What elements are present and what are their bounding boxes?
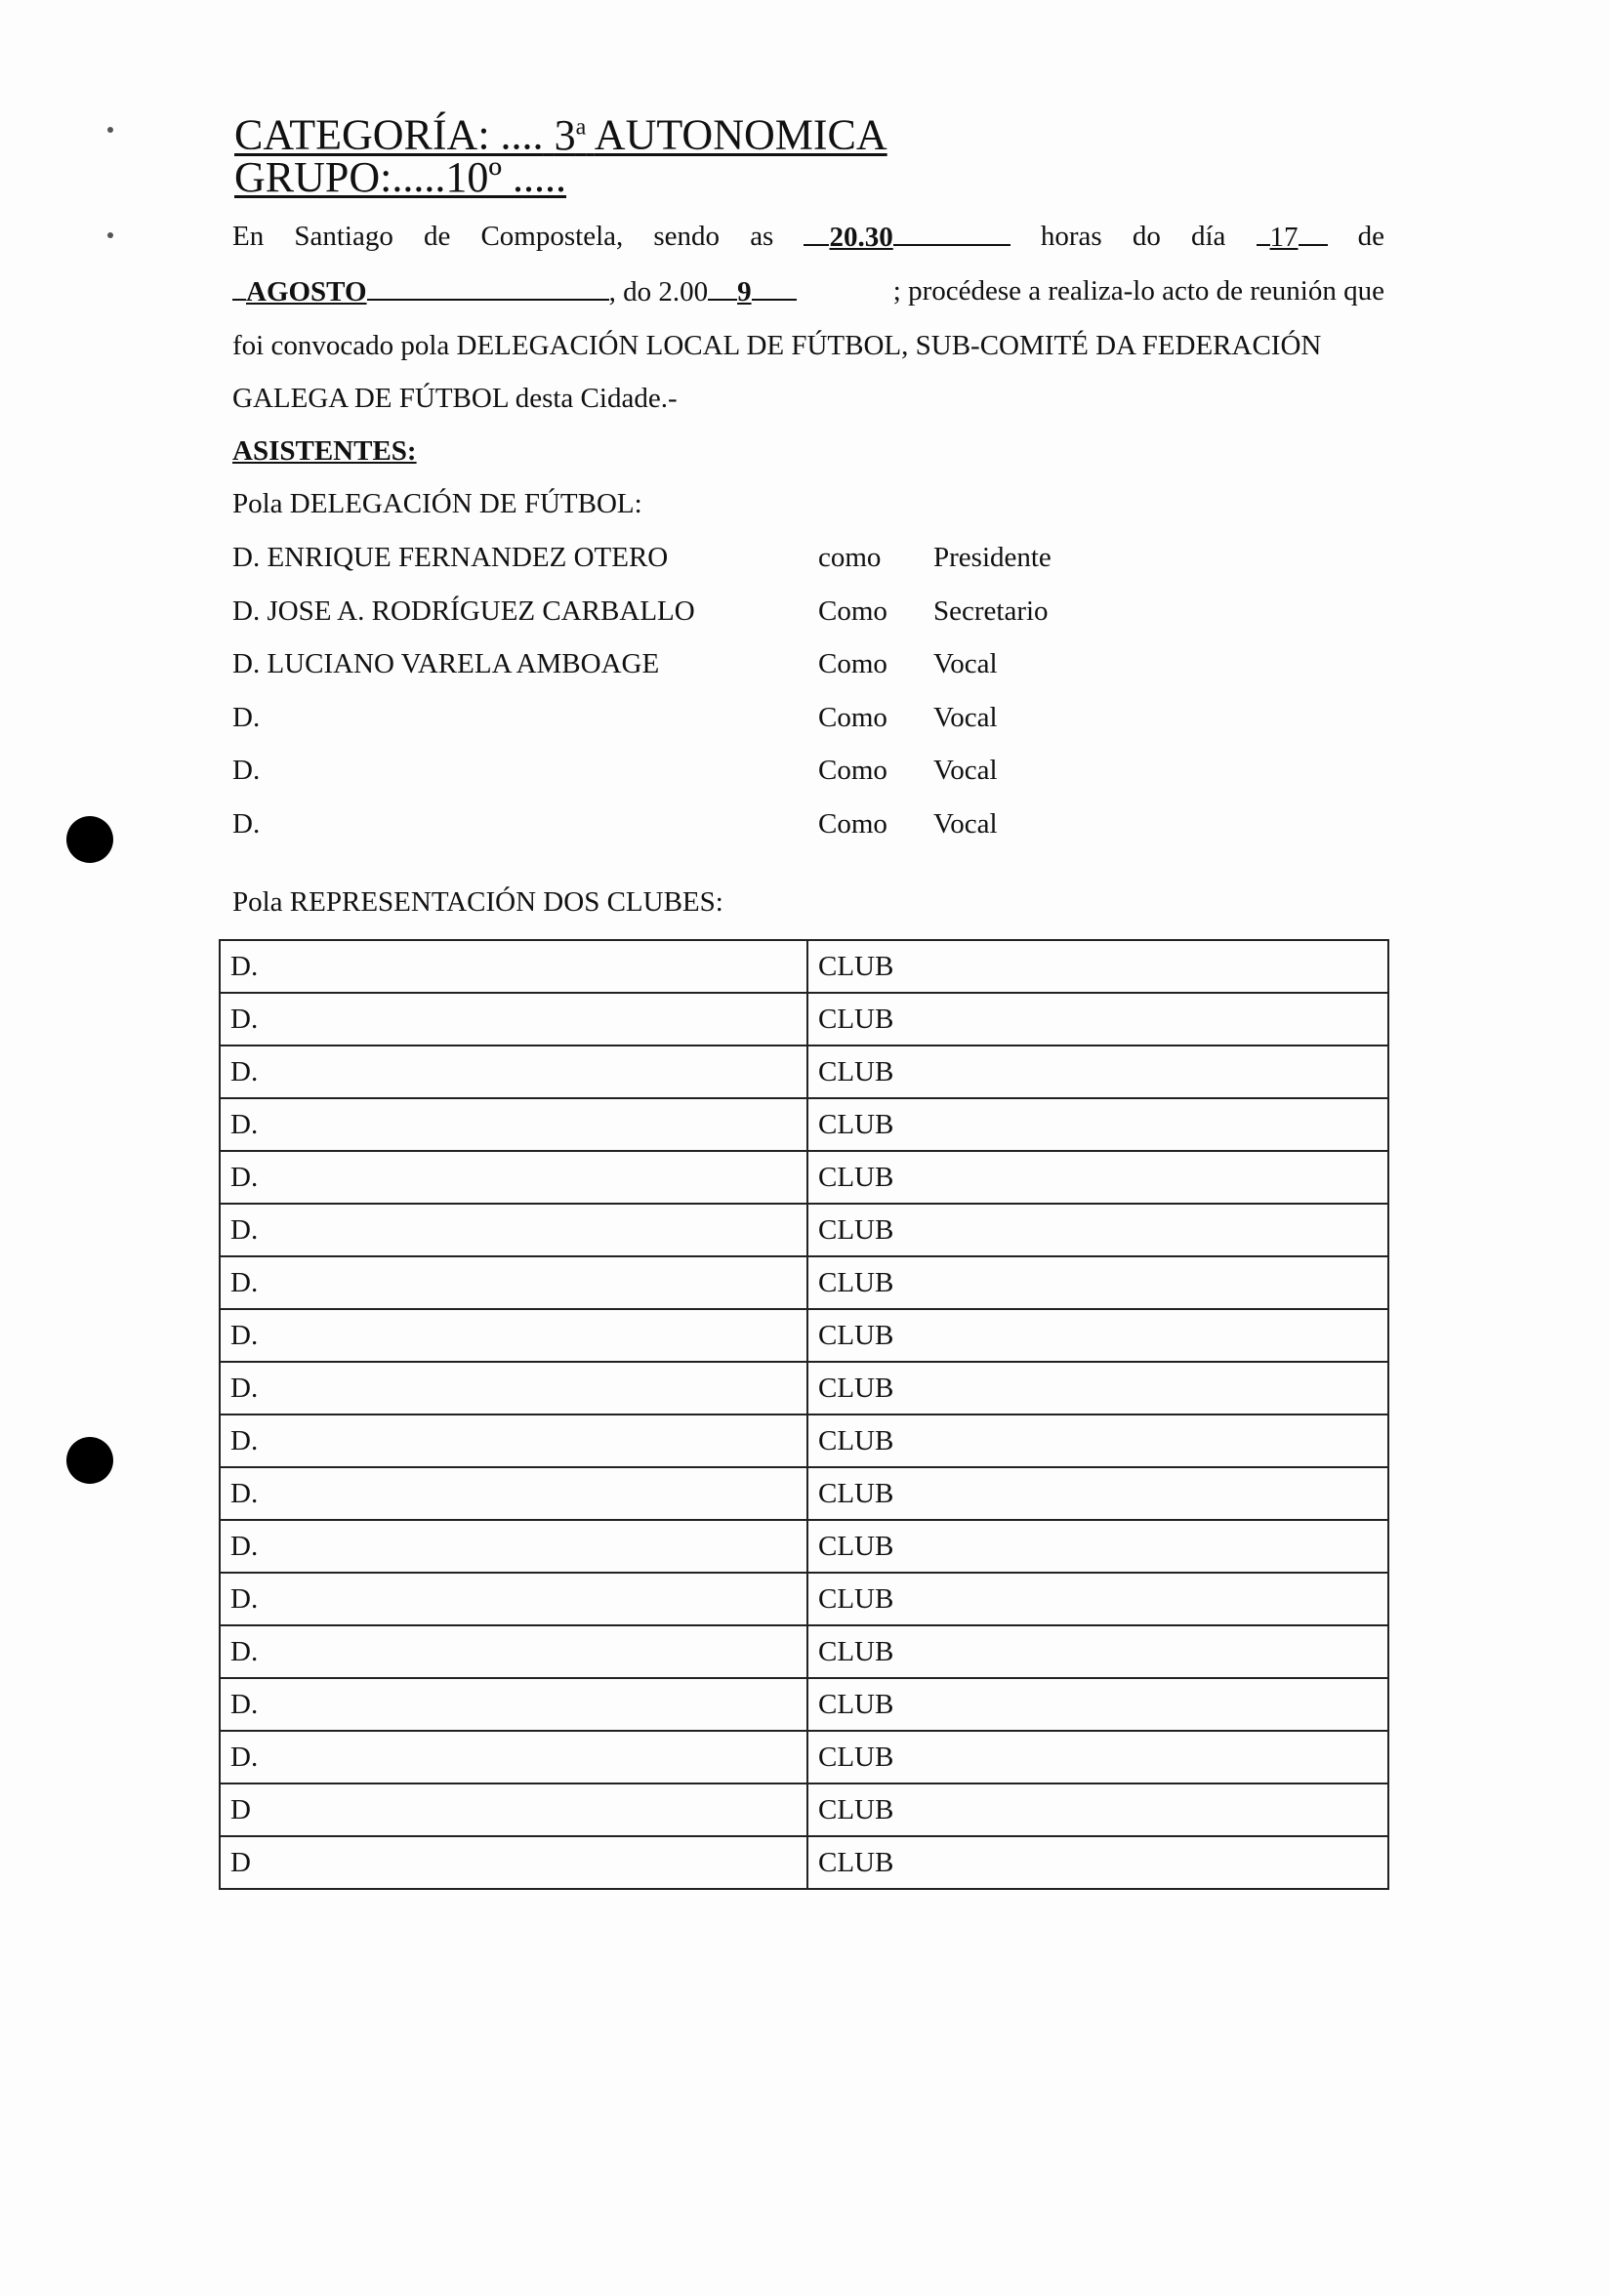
punch-hole-bottom — [66, 1437, 113, 1484]
club-name-cell[interactable]: CLUB — [807, 1309, 1388, 1362]
asistentes-heading: ASISTENTES: — [232, 435, 417, 467]
member-row — [232, 646, 1111, 685]
table-row — [220, 1256, 1388, 1309]
club-representative-cell[interactable]: D. — [220, 1204, 807, 1256]
club-name-cell[interactable]: CLUB — [807, 1151, 1388, 1204]
club-name-cell[interactable]: CLUB — [807, 1836, 1388, 1889]
club-name-cell[interactable]: CLUB — [807, 1256, 1388, 1309]
intro-line-2 — [232, 273, 1384, 309]
club-representative-cell[interactable]: D. — [220, 1046, 807, 1098]
club-representative-cell[interactable]: D. — [220, 993, 807, 1046]
grupo-heading: GRUPO:.....10º ..... — [234, 153, 567, 201]
member-row — [232, 806, 1111, 845]
member-name: D. JOSE A. RODRÍGUEZ CARBALLO — [232, 594, 695, 627]
club-representative-cell[interactable]: D. — [220, 1414, 807, 1467]
club-representative-cell[interactable]: D. — [220, 1678, 807, 1731]
club-representative-cell[interactable]: D. — [220, 1467, 807, 1520]
club-name-cell[interactable]: CLUB — [807, 1098, 1388, 1151]
member-role: Presidente — [933, 542, 1052, 573]
table-row — [220, 1309, 1388, 1362]
table-row — [220, 1731, 1388, 1784]
scan-speck — [107, 232, 113, 238]
club-representative-cell[interactable]: D. — [220, 940, 807, 993]
club-representative-cell[interactable]: D. — [220, 1151, 807, 1204]
day-field: 17 — [1257, 219, 1328, 255]
club-representative-cell[interactable]: D. — [220, 1098, 807, 1151]
intro-word: sendo — [653, 221, 721, 252]
club-representative-cell[interactable]: D. — [220, 1256, 807, 1309]
club-name-cell[interactable]: CLUB — [807, 1467, 1388, 1520]
table-row — [220, 1836, 1388, 1889]
intro-line-4: GALEGA DE FÚTBOL desta Cidade.- — [232, 383, 678, 414]
club-name-cell[interactable]: CLUB — [807, 1573, 1388, 1625]
intro-word: horas — [1040, 221, 1102, 252]
categoria-label: CATEGORÍA: .... — [234, 110, 544, 159]
club-name-cell[interactable]: CLUB — [807, 1678, 1388, 1731]
club-name-cell[interactable]: CLUB — [807, 1784, 1388, 1836]
delegacion-label: Pola DELEGACIÓN DE FÚTBOL: — [232, 488, 642, 519]
member-role: Vocal — [933, 648, 998, 679]
table-row — [220, 1362, 1388, 1414]
club-representative-cell[interactable]: D. — [220, 1520, 807, 1573]
member-como: Como — [818, 807, 887, 840]
intro-word: Compostela, — [480, 221, 624, 252]
intro-word: as — [750, 221, 774, 252]
table-row — [220, 1467, 1388, 1520]
categoria-number: 3$^a$ — [554, 110, 587, 159]
clubes-label: Pola REPRESENTACIÓN DOS CLUBES: — [232, 886, 723, 918]
club-representative-cell[interactable]: D. — [220, 1731, 807, 1784]
intro-word: de — [423, 221, 451, 252]
club-name-cell[interactable]: CLUB — [807, 993, 1388, 1046]
club-representative-cell[interactable]: D. — [220, 1309, 807, 1362]
member-row — [232, 540, 1111, 579]
table-row — [220, 1625, 1388, 1678]
scan-speck — [107, 127, 113, 133]
member-row — [232, 753, 1111, 792]
club-name-cell[interactable]: CLUB — [807, 1204, 1388, 1256]
clubs-table — [219, 939, 1389, 1890]
intro-line-2-rest: ; procédese a realiza-lo acto de reunión que — [892, 275, 1384, 307]
club-representative-cell[interactable]: D. — [220, 1362, 807, 1414]
member-row — [232, 700, 1111, 739]
categoria-value: AUTONOMICA — [594, 110, 887, 159]
club-representative-cell[interactable]: D. — [220, 1573, 807, 1625]
member-como: Como — [818, 594, 887, 627]
table-row — [220, 940, 1388, 993]
intro-line-3: foi convocado pola DELEGACIÓN LOCAL DE FÚTBOL, SUB-COMITÉ DA FEDERACIÓN — [232, 330, 1322, 361]
table-row — [220, 1046, 1388, 1098]
month-field: AGOSTO , do 2.00 9 — [232, 273, 797, 309]
club-name-cell[interactable]: CLUB — [807, 1625, 1388, 1678]
member-row — [232, 594, 1111, 633]
member-como: Como — [818, 648, 887, 679]
club-name-cell[interactable]: CLUB — [807, 940, 1388, 993]
member-como: Como — [818, 701, 887, 733]
member-name: D. ENRIQUE FERNANDEZ OTERO — [232, 542, 669, 573]
member-name: D. — [232, 755, 261, 786]
member-como: Como — [818, 755, 887, 786]
intro-word: de — [1357, 221, 1384, 252]
club-representative-cell[interactable]: D — [220, 1784, 807, 1836]
club-name-cell[interactable]: CLUB — [807, 1046, 1388, 1098]
member-role: Vocal — [933, 807, 998, 840]
intro-word: do — [1132, 221, 1161, 252]
member-name: D. LUCIANO VARELA AMBOAGE — [232, 648, 660, 679]
intro-word: día — [1190, 221, 1226, 252]
club-name-cell[interactable]: CLUB — [807, 1731, 1388, 1784]
intro-word: Santiago — [294, 221, 393, 252]
table-row — [220, 1414, 1388, 1467]
punch-hole-top — [66, 816, 113, 863]
table-row — [220, 1573, 1388, 1625]
club-representative-cell[interactable]: D. — [220, 1625, 807, 1678]
club-name-cell[interactable]: CLUB — [807, 1520, 1388, 1573]
table-row — [220, 993, 1388, 1046]
member-name: D. — [232, 701, 261, 733]
table-row — [220, 1784, 1388, 1836]
club-name-cell[interactable]: CLUB — [807, 1414, 1388, 1467]
member-role: Secretario — [933, 594, 1049, 627]
table-row — [220, 1520, 1388, 1573]
table-row — [220, 1204, 1388, 1256]
intro-line-1 — [232, 219, 1384, 255]
club-representative-cell[interactable]: D — [220, 1836, 807, 1889]
member-role: Vocal — [933, 755, 998, 786]
table-row — [220, 1678, 1388, 1731]
member-name: D. — [232, 807, 261, 840]
member-como: como — [818, 542, 882, 573]
club-name-cell[interactable]: CLUB — [807, 1362, 1388, 1414]
intro-word: En — [232, 221, 265, 252]
table-row — [220, 1098, 1388, 1151]
table-row — [220, 1151, 1388, 1204]
hour-field: 20.30 — [804, 219, 1010, 255]
member-role: Vocal — [933, 701, 998, 733]
